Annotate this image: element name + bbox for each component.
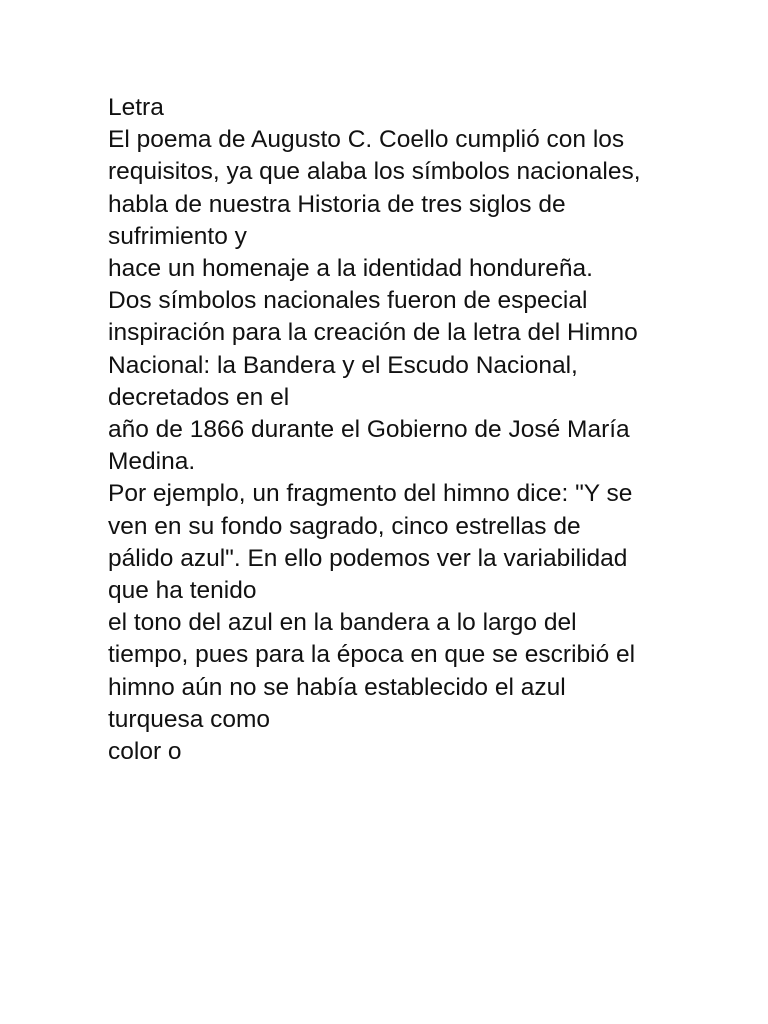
- text-line: el tono del azul en la bandera a lo largo del: [108, 609, 577, 637]
- document-text: [108, 92, 748, 768]
- text-line: hace un homenaje a la identidad hondureña.: [108, 255, 593, 283]
- text-line: Nacional: la Bandera y el Escudo Nacional,: [108, 351, 578, 379]
- text-line: que ha tenido: [108, 577, 257, 605]
- text-line: pálido azul". En ello podemos ver la variabilidad: [108, 544, 628, 572]
- text-line: El poema de Augusto C. Coello cumplió con los: [108, 126, 625, 154]
- text-line: Medina.: [108, 448, 196, 476]
- text-line: sufrimiento y: [108, 222, 247, 250]
- text-line: año de 1866 durante el Gobierno de José María: [108, 416, 630, 444]
- text-line: inspiración para la creación de la letra del Himno: [108, 319, 638, 347]
- text-line: decretados en el: [108, 383, 290, 411]
- text-line: habla de nuestra Historia de tres siglos de: [108, 190, 566, 218]
- text-line: color o: [108, 738, 182, 766]
- text-line: requisitos, ya que alaba los símbolos nacionales,: [108, 158, 641, 186]
- text-line: tiempo, pues para la época en que se escribió el: [108, 641, 636, 669]
- text-line: himno aún no se había establecido el azul: [108, 673, 566, 701]
- text-line: ven en su fondo sagrado, cinco estrellas de: [108, 512, 581, 540]
- heading-letra: Letra: [108, 94, 164, 121]
- text-line: Dos símbolos nacionales fueron de especial: [108, 287, 588, 315]
- text-line: Por ejemplo, un fragmento del himno dice: "Y se: [108, 480, 633, 508]
- text-line: turquesa como: [108, 705, 271, 733]
